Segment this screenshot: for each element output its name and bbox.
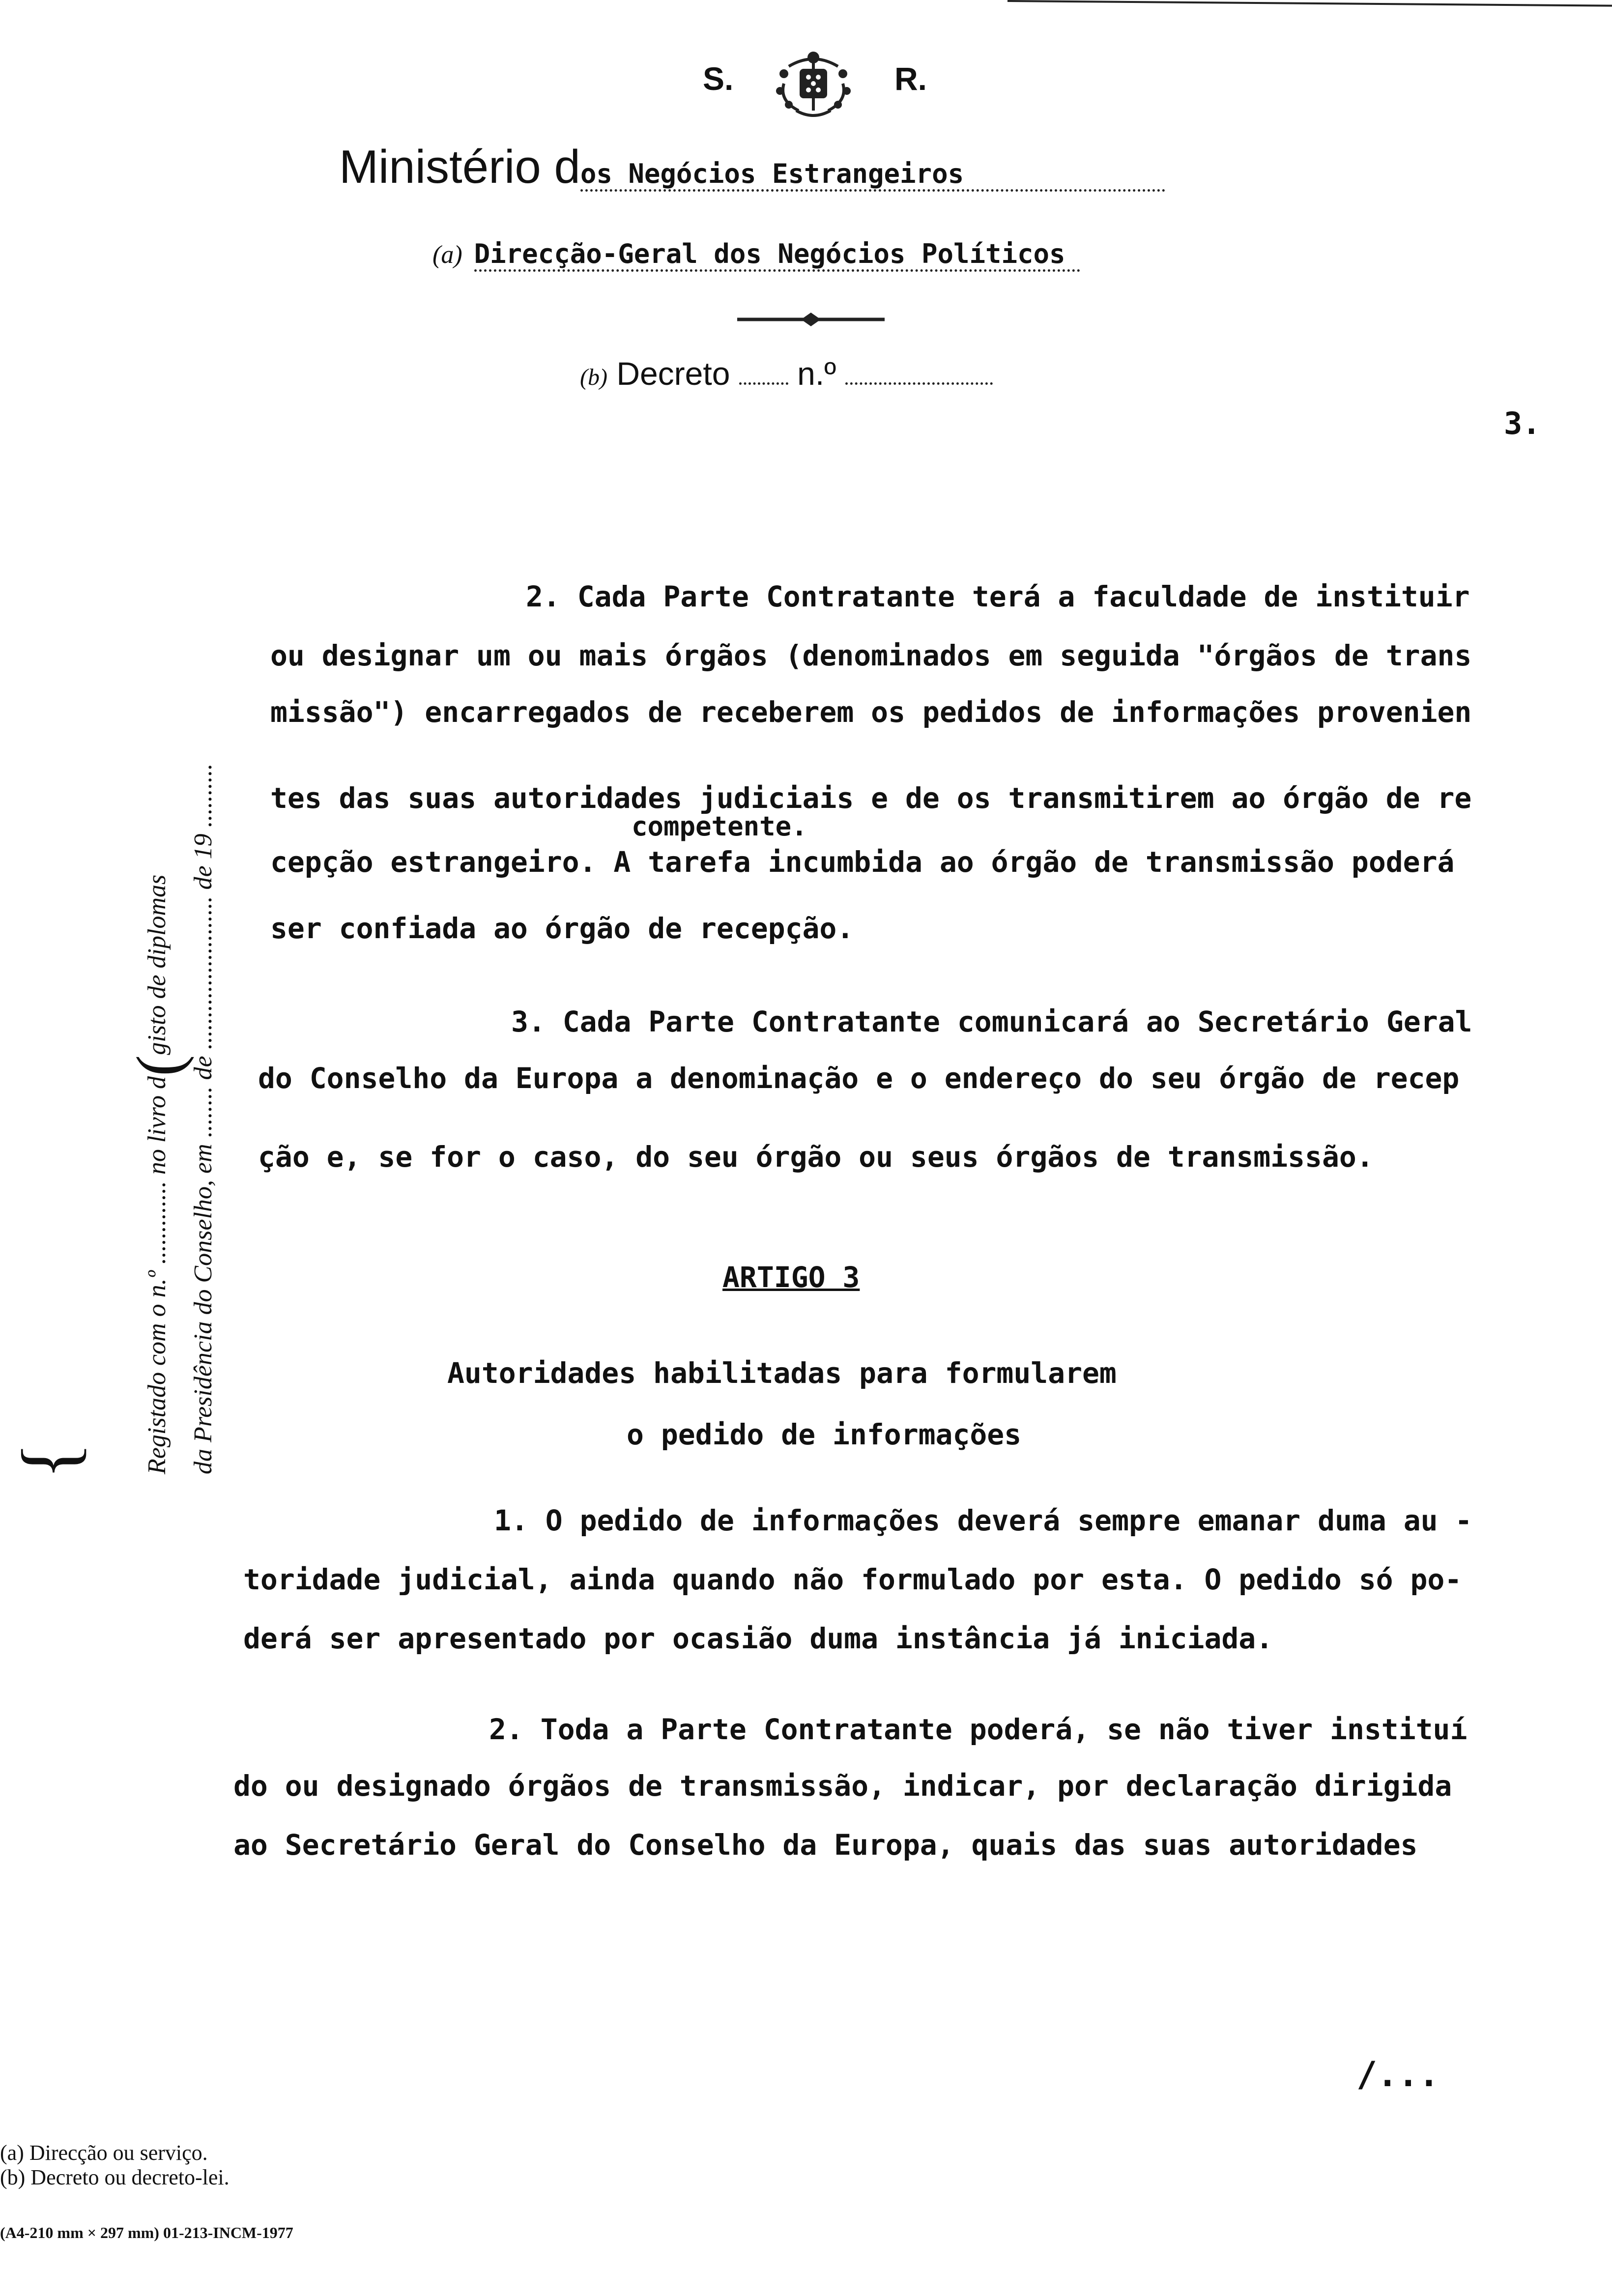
p2-line-5: cepção estrangeiro. A tarefa incumbida ao órgão de transmissão poderá <box>270 845 1455 879</box>
number-blank <box>845 382 993 385</box>
a1-line-3: derá ser apresentado por ocasião duma instância já iniciada. <box>243 1622 1273 1655</box>
ornamental-divider <box>737 310 885 329</box>
article-subtitle-1: Autoridades habilitadas para formularem <box>447 1356 1117 1390</box>
decree-blank <box>739 382 788 385</box>
coat-of-arms-emblem <box>769 47 858 120</box>
initial-left: S. <box>703 60 734 97</box>
a2-line-3: ao Secretário Geral do Conselho da Europa, quais das suas autoridades <box>233 1828 1418 1862</box>
a2-line-2: do ou designado órgãos de transmissão, indicar, por declaração dirigida <box>233 1769 1452 1803</box>
p3-line-2: do Conselho da Europa a denominação e o endereço do seu órgão de recep <box>258 1062 1460 1095</box>
continuation-mark: /... <box>1356 2054 1439 2095</box>
ministry-title <box>339 140 1165 194</box>
p2-line-4: tes das suas autoridades judiciais e de os transmitirem ao órgão de re <box>270 781 1472 815</box>
ministry-name: os Negócios Estrangeiros <box>580 158 1165 192</box>
p2-line-3: missão") encarregados de receberem os pedidos de informações provenien <box>270 695 1472 729</box>
p3-line-3: ção e, se for o caso, do seu órgão ou seus órgãos de transmissão. <box>258 1140 1374 1174</box>
decree-line <box>580 355 993 392</box>
p3-line-1: 3. Cada Parte Contratante comunicará ao Secretário Geral <box>511 1005 1472 1038</box>
initial-right: R. <box>894 60 927 97</box>
p2-line-2: ou designar um ou mais órgãos (denominados em seguida "órgãos de trans <box>270 639 1472 672</box>
print-reference: (A4-210 mm × 297 mm) 01-213-INCM-1977 <box>0 2224 293 2241</box>
ministry-prefix: Ministério d <box>339 141 580 193</box>
margin-line-2: da Presidência do Conselho, em ........ de ........................ de 19 .......... <box>189 763 218 1474</box>
handwritten-insertion: competente. <box>632 811 807 842</box>
decree-marker: (b) <box>580 364 607 390</box>
direction-name: Direcção-Geral dos Negócios Políticos <box>474 238 1080 272</box>
page-number: 3. <box>1504 405 1541 441</box>
article-title: ARTIGO 3 <box>722 1261 860 1294</box>
direction-marker: (a) <box>432 241 462 269</box>
footnote-a: (a) Direcção ou serviço. <box>0 2141 208 2165</box>
number-label: n.º <box>797 355 836 392</box>
registration-margin-note <box>124 763 233 1474</box>
top-edge-rule <box>1008 0 1612 7</box>
article-subtitle-2: o pedido de informações <box>627 1418 1022 1451</box>
decree-label: Decreto <box>616 355 730 392</box>
margin-line-1: Registado com o n.º ............. no livro d(gisto de diplomas <box>124 874 195 1474</box>
a1-line-2: toridade judicial, ainda quando não formulado por esta. O pedido só po- <box>243 1563 1462 1596</box>
footnote-b: (b) Decreto ou decreto-lei. <box>0 2165 230 2189</box>
p2-line-6: ser confiada ao órgão de recepção. <box>270 912 854 945</box>
p2-line-1: 2. Cada Parte Contratante terá a faculdade de instituir <box>526 580 1470 613</box>
a1-line-1: 1. O pedido de informações deverá sempre emanar duma au - <box>494 1504 1472 1537</box>
a2-line-1: 2. Toda a Parte Contratante poderá, se não tiver instituí <box>489 1713 1468 1746</box>
direction-line <box>432 238 1080 272</box>
margin-brace: { <box>5 1442 93 1480</box>
